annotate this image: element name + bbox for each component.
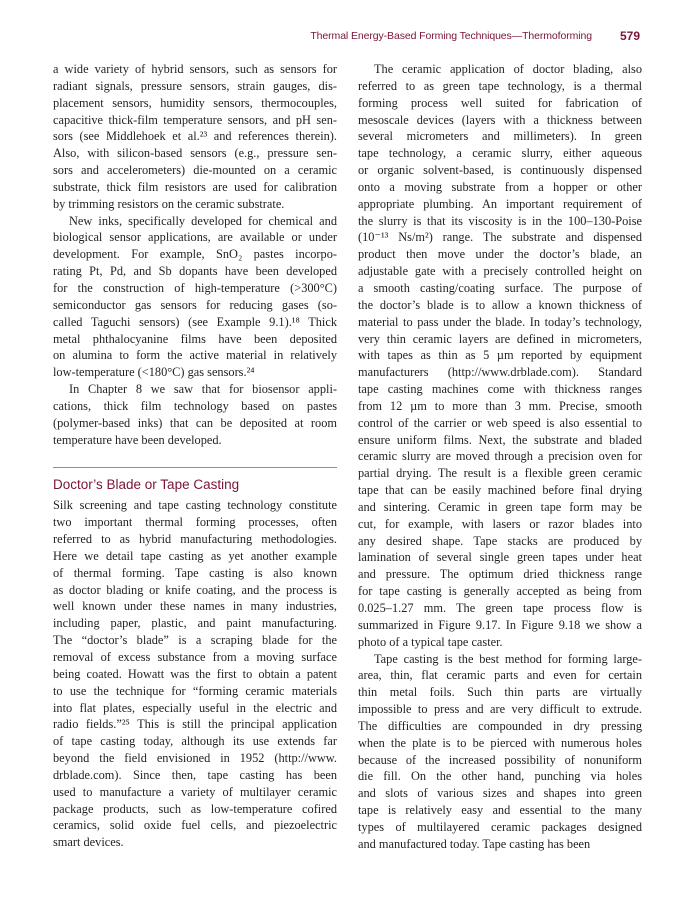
page-number: 579	[619, 29, 640, 43]
text-line: a smooth casting/coating surface. The purpose of	[358, 280, 642, 295]
text-line: ceramic slurry are moved through a precision oven for	[358, 449, 642, 464]
text-line: capacitive thick-film temperature sensors, and pH sen-	[53, 112, 337, 127]
text-line: adjustable gate with a precisely controlled height on	[358, 264, 642, 279]
text-line: including paper, plastic, and paint manufacturing.	[53, 616, 337, 631]
text-line: the doctor’s blade is to allow a known thickness of	[358, 297, 642, 312]
text-line: well known under these names in many industries,	[53, 599, 337, 614]
paragraph	[358, 61, 642, 651]
text-line: forming process well suited for fabrication of	[358, 95, 642, 110]
text-line: used to manufacture a variety of multilayer ceramic	[53, 784, 337, 799]
text-line: The difficulties are compounded in dry pressing	[358, 718, 642, 733]
text-line: (10⁻¹³ Ns/m²) range. The substrate and dispensed	[358, 230, 642, 245]
paragraph	[53, 61, 337, 213]
text-line: very thin ceramic layers are defined in micrometers,	[358, 331, 642, 346]
text-line: metal phthalocyanine films have been deposited	[53, 331, 337, 346]
text-line: The ceramic application of doctor blading, also	[374, 62, 642, 76]
text-line: into flat plates, especially useful in the electric and	[53, 700, 337, 715]
text-line: and pressure. The optimum dried thickness range	[358, 567, 642, 582]
text-line: (polymer-based inks) that can be deposited at room	[53, 415, 337, 430]
text-line: material to pass under the blade. In today’s technology,	[358, 314, 642, 329]
text-line: biological sensor applications, are available or under	[53, 230, 337, 245]
paragraph	[358, 651, 642, 853]
section-heading: Doctor’s Blade or Tape Casting	[53, 477, 240, 493]
text-line: from 12 µm to more than 3 mm. Precise, smooth	[358, 398, 642, 413]
text-line: rating Pt, Pd, and Sb dopants have been developed	[53, 264, 337, 279]
text-line: tape is relatively easy and essential to the many	[358, 803, 642, 818]
text-line: partial drying. The result is a flexible green ceramic	[358, 466, 642, 481]
text-line: as doctor blading or knife coating, and the process is	[53, 582, 337, 597]
paragraph	[53, 213, 337, 381]
text-line: Here we detail tape casting as yet another example	[53, 548, 337, 563]
text-line: low-temperature (<180°C) gas sensors.²⁴	[53, 365, 255, 380]
text-line: substrate, thick film resistors are used for calibration	[53, 179, 337, 194]
text-line: The “doctor’s blade” is a scraping blade for the	[53, 633, 337, 648]
text-line: called Taguchi sensors) (see Example 9.1).¹⁸ Thick	[53, 314, 337, 329]
text-line: types of multilayered ceramic packages designed	[358, 819, 642, 834]
text-line: by trimming resistors on the ceramic substrate.	[53, 196, 285, 211]
text-line: the slurry is that its viscosity is in the 100–130-Poise	[358, 213, 642, 228]
text-line: of tape casting today, although its use extends far	[53, 734, 337, 749]
text-line: onto a moving substrate from a hopper or other	[358, 179, 642, 194]
text-line: beyond the field envisioned in 1952 (http://www.	[53, 751, 337, 766]
text-line: package products, such as low-temperature cofired	[53, 801, 337, 816]
text-line: product then move under the doctor’s blade, an	[358, 247, 642, 262]
text-line: thin metal foils. Such thin parts are virtually	[358, 685, 642, 700]
paragraph	[53, 497, 337, 851]
text-line: and slots of various sizes and shapes into green	[358, 786, 642, 801]
running-title: Thermal Energy-Based Forming Techniques—Thermoforming	[310, 30, 592, 42]
text-line: Tape casting is the best method for forming large-	[374, 651, 642, 666]
text-line: with tapes as thin as 5 µm reported by equipment	[358, 348, 642, 363]
text-line: Also, with silicon-based sensors (e.g., pressure sen-	[53, 146, 337, 161]
text-line: on alumina to form the active material in relatively	[53, 348, 337, 363]
text-line: for the construction of high-temperature (>300°C)	[53, 280, 337, 295]
text-line: sors (see Middlehoek et al.²³ and references therein).	[53, 129, 337, 144]
text-line: ensure uniform films. Next, the substrate and bladed	[358, 432, 642, 447]
text-line: a wide variety of hybrid sensors, such as sensors for	[53, 62, 337, 76]
text-line: control of the carrier or web speed is also essential to	[358, 415, 642, 430]
text-line: Silk screening and tape casting technology constitute	[53, 498, 337, 513]
text-line: for tape casting is generally accepted as being from	[358, 584, 642, 599]
text-line: removal of excess substance from a moving surface	[53, 650, 337, 664]
text-line: and manufactured today. Tape casting has been	[358, 836, 591, 851]
text-line: because of the increased possibility of nonuniform	[358, 752, 642, 767]
text-line: being coated. Howatt was the first to obtain a patent	[53, 666, 337, 681]
text-line: semiconductor gas sensors for reducing gases (so-	[53, 297, 337, 312]
text-line: two important thermal forming processes, often	[53, 515, 337, 530]
text-line: die fill. On the other hand, punching via holes	[358, 769, 642, 784]
text-line: appropriate plumbing. An important requirement of	[358, 196, 642, 211]
text-line: referred to as hybrid manufacturing methodologies.	[53, 532, 337, 547]
text-line: of thermal forming. Tape casting is also known	[53, 565, 337, 580]
text-line: tape that can be easily machined before final drying	[358, 483, 642, 498]
text-line: 0.025–1.27 mm. The green tape process flow is	[358, 601, 642, 615]
text-line: radiant signals, pressure sensors, strain gauges, dis-	[53, 78, 337, 93]
text-line: drblade.com). Since then, tape casting has been	[53, 767, 337, 782]
text-line: impossible to press and are very difficult to extrude.	[358, 702, 642, 717]
text-line: ceramics, solid oxide fuel cells, and piezoelectric	[53, 818, 337, 833]
text-line: summarized in Figure 9.17. In Figure 9.18 we show a	[358, 617, 642, 632]
text-line: or organic solvent-based, is continuously dispensed	[358, 163, 642, 178]
text-line: placement sensors, humidity sensors, thermocouples,	[53, 95, 337, 110]
text-line: area, thin, flat ceramic parts and even for certain	[358, 668, 642, 683]
text-line: cations, thick film technology based on pastes	[53, 398, 337, 413]
section-divider	[53, 467, 337, 468]
text-line: tape technology, a ceramic slurry, either aqueous	[358, 146, 642, 161]
text-line: smart devices.	[53, 835, 124, 850]
text-line: In Chapter 8 we saw that for biosensor appli-	[69, 382, 337, 397]
paragraph	[53, 381, 337, 448]
text-line: any desired shape. Tape stacks are produced by	[358, 533, 642, 548]
text-line: referred to as green tape technology, is a thermal	[358, 78, 642, 93]
text-line: photo of a typical tape caster.	[358, 634, 503, 649]
text-line: New inks, specifically developed for chemical and	[69, 213, 337, 228]
text-line: several micrometers and millimeters). In green	[358, 129, 642, 144]
right-column	[358, 61, 642, 853]
text-line: cut, for example, with lasers or razor blades into	[358, 516, 642, 531]
text-line: radio fields.”²⁵ This is still the principal application	[53, 717, 337, 732]
text-line: temperature have been developed.	[53, 432, 222, 447]
text-line: and sintering. Ceramic in green tape form may be	[358, 499, 642, 514]
text-line: development. For example, SnO₂ pastes incorpo-	[53, 247, 337, 262]
running-header	[0, 30, 695, 46]
text-line: sors and accelerometers) die-mounted on a ceramic	[53, 163, 337, 178]
text-line: when the plate is to be pierced with numerous holes	[358, 735, 642, 750]
text-line: lamination of several single green tapes under heat	[358, 550, 642, 565]
text-line: mesoscale devices (layers with a thickness between	[358, 112, 642, 127]
text-line: manufacturers (http://www.drblade.com). Standard	[358, 365, 642, 380]
text-line: to use the technique for “forming ceramic materials	[53, 683, 337, 698]
left-column	[53, 61, 337, 851]
text-line: tape casting machines come with thickness ranges	[358, 382, 642, 397]
